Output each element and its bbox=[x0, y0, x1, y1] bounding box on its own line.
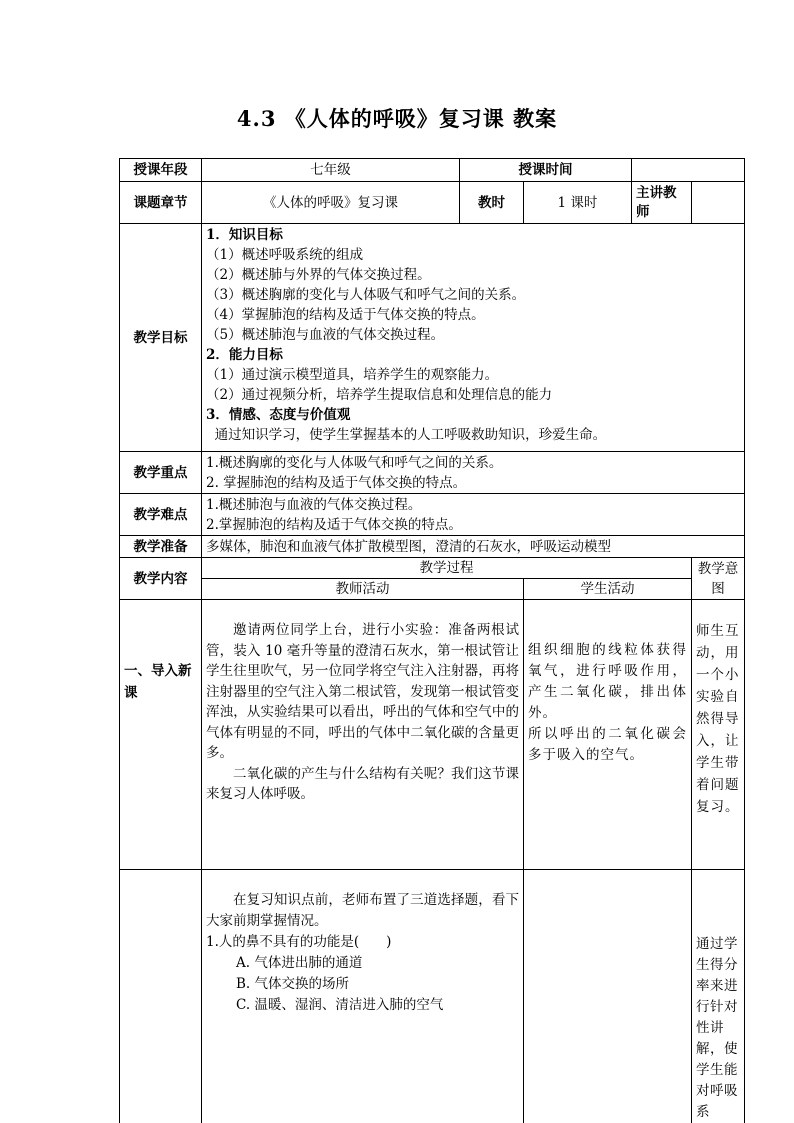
key-label: 教学重点 bbox=[120, 452, 202, 494]
section-intro-student bbox=[524, 600, 692, 870]
difficult-point: 2.掌握肺泡的结构及适于气体交换的特点。 bbox=[206, 516, 462, 533]
content-label: 教学内容 bbox=[120, 558, 202, 600]
objectives-content bbox=[202, 224, 745, 452]
time-label: 授课时间 bbox=[460, 159, 632, 182]
objective-line: 2．能力目标 bbox=[206, 347, 283, 363]
objective-line: 3．情感、态度与价值观 bbox=[206, 407, 351, 423]
row-chapter bbox=[120, 182, 745, 224]
difficult-point: 1.概述肺泡与血液的气体交换过程。 bbox=[206, 496, 422, 513]
objective-line: 通过知识学习，使学生掌握基本的人工呼吸救助知识，珍爱生命。 bbox=[206, 427, 607, 443]
section-intro-label: 一、导入新课 bbox=[120, 600, 202, 870]
objective-line: （4）掌握肺泡的结构及适于气体交换的特点。 bbox=[206, 307, 485, 323]
section-review-intent: 通过学生得分率来进行针对性讲解，使学生能对呼吸系 bbox=[692, 870, 745, 1123]
student-activity-label: 学生活动 bbox=[524, 579, 692, 600]
question-option: A. 气体进出肺的通道 bbox=[236, 955, 363, 971]
section-review-teacher bbox=[202, 870, 524, 1123]
chapter-value: 《人体的呼吸》复习课 bbox=[202, 182, 460, 224]
question-option: C. 温暖、湿润、清洁进入肺的空气 bbox=[236, 997, 444, 1013]
grade-label: 授课年段 bbox=[120, 159, 202, 182]
process-label: 教学过程 bbox=[202, 558, 692, 579]
objective-line: （3）概述胸廓的变化与人体吸气和呼气之间的关系。 bbox=[206, 287, 526, 303]
teacher-label: 主讲教师 bbox=[632, 182, 692, 224]
section-intro-intent: 师生互动，用一个小实验自然得导入，让学生带着问题复习。 bbox=[692, 600, 745, 870]
student-paragraph: 所以呼出的二氧化碳会多于吸入的空气。 bbox=[528, 726, 687, 763]
key-content bbox=[202, 452, 745, 494]
row-objectives bbox=[120, 224, 745, 452]
prep-value: 多媒体，肺泡和血液气体扩散模型图，澄清的石灰水，呼吸运动模型 bbox=[202, 536, 745, 558]
row-section-intro bbox=[120, 600, 745, 870]
time-value bbox=[632, 159, 745, 182]
objective-line: （1）通过演示模型道具，培养学生的观察能力。 bbox=[206, 367, 499, 383]
row-activity-header bbox=[120, 579, 745, 600]
student-paragraph: 组织细胞的线粒体获得氧气，进行呼吸作用，产生二氧化碳，排出体外。 bbox=[528, 642, 687, 721]
objective-line: （1）概述呼吸系统的组成 bbox=[206, 247, 364, 263]
page-title: 4.3 《人体的呼吸》复习课 教案 bbox=[236, 106, 558, 131]
question-text: 1.人的鼻不具有的功能是( ) bbox=[206, 934, 392, 950]
objective-line: （2）通过视频分析，培养学生提取信息和处理信息的能力 bbox=[206, 387, 553, 403]
row-grade bbox=[120, 159, 745, 182]
prep-label: 教学准备 bbox=[120, 536, 202, 558]
row-preparation bbox=[120, 536, 745, 558]
difficult-label: 教学难点 bbox=[120, 494, 202, 536]
hours-label: 教时 bbox=[460, 182, 524, 224]
grade-value: 七年级 bbox=[202, 159, 460, 182]
teacher-paragraph: 在复习知识点前，老师布置了三道选择题，看下大家前期掌握情况。 bbox=[206, 892, 519, 929]
hours-value: 1 课时 bbox=[524, 182, 632, 224]
section-review-label bbox=[120, 870, 202, 1123]
objective-line: 1．知识目标 bbox=[206, 227, 283, 243]
key-point: 1.概述胸廓的变化与人体吸气和呼气之间的关系。 bbox=[206, 454, 503, 471]
teacher-value bbox=[692, 182, 745, 224]
teacher-paragraph: 邀请两位同学上台，进行小实验：准备两根试管，装入 10 毫升等量的澄清石灰水，第一根试管让学生往里吹气，另一位同学将空气注入注射器，再将注射器里的空气注入第二根试管，发现第一根试管变浑浊，从实验结果可以看出，呼出的气体和空气中的气体有明显的不同，呼出的气体中二氧化碳的含量更多。 bbox=[206, 622, 519, 761]
section-review-student bbox=[524, 870, 692, 1123]
teacher-activity-label: 教师活动 bbox=[202, 579, 524, 600]
question-option: B. 气体交换的场所 bbox=[236, 976, 350, 992]
chapter-label: 课题章节 bbox=[120, 182, 202, 224]
objectives-label: 教学目标 bbox=[120, 224, 202, 452]
difficult-content bbox=[202, 494, 745, 536]
section-intro-teacher bbox=[202, 600, 524, 870]
key-point: 2. 掌握肺泡的结构及适于气体交换的特点。 bbox=[206, 474, 467, 491]
lesson-plan-table bbox=[119, 158, 745, 1123]
row-key-points bbox=[120, 452, 745, 494]
row-process-header bbox=[120, 558, 745, 579]
intent-label: 教学意图 bbox=[692, 558, 745, 600]
teacher-paragraph: 二氧化碳的产生与什么结构有关呢？我们这节课来复习人体呼吸。 bbox=[206, 765, 519, 802]
row-difficult-points bbox=[120, 494, 745, 536]
objective-line: （5）概述肺泡与血液的气体交换过程。 bbox=[206, 327, 445, 343]
row-section-review bbox=[120, 870, 745, 1123]
objective-line: （2）概述肺与外界的气体交换过程。 bbox=[206, 267, 431, 283]
